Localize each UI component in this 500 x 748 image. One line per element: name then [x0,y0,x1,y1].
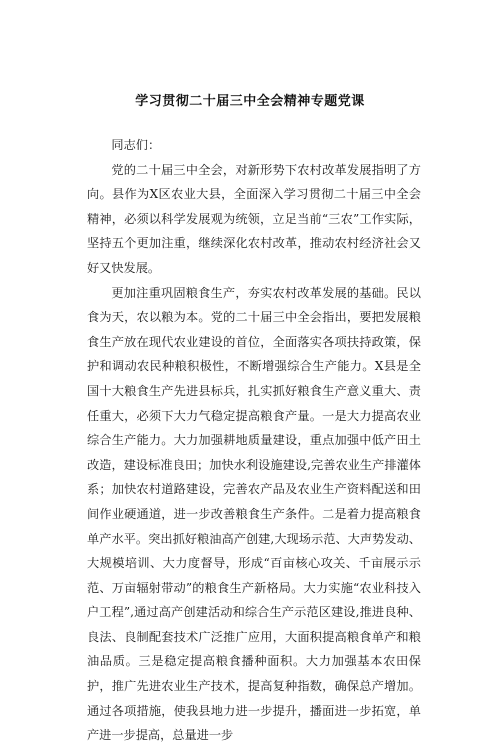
salutation: 同志们： [111,138,161,152]
paragraph-intro: 党的二十届三中全会，对新形势下农村改革发展指明了方向。县作为X区农业大县，全面深入学习贯彻二十届三中全会精神，必须以科学发展观为统领，立足当前“三农”工作实际，坚持五个更加注重，继续深化农村改革，推动农村经济社会又好又快发展。 [87,162,421,275]
document-title: 学习贯彻二十届三中全会精神专题党课 [135,94,365,109]
paragraph-grain-production: 更加注重巩固粮食生产，夯实农村改革发展的基础。民以食为天，农以粮为本。党的二十届三中全会指出，要把发展粮食生产放在现代农业建设的首位，全面落实各项扶持政策，保护和调动农民种粮积极性，不断增强综合生产能力。X县是全国十大粮食生产先进县标兵，扎实抓好粮食生产意义重大、责任重大，必须下大力气稳定提高粮食产量。一是大力提高农业综合生产能力。大力加强耕地质量建设，重点加强中低产田土改造，建设标准良田；加快水利设施建设,完善农业生产排灌体系；加快农村道路建设，完善农产品及农业生产资料配送和田间作业硬通道，进一步改善粮食生产条件。二是着力提高粮食单产水平。突出抓好粮油高产创建,大现场示范、大声势发动、大规模培训、大力度督导，形成“百亩核心攻关、千亩展示示范、万亩辐射带动”的粮食生产新格局。大力实施“农业科技入户工程”,通过高产创建活动和综合生产示范区建设,推进良种、良法、良制配套技术广泛推广应用，大面积提高粮食单产和粮油品质。三是稳定提高粮食播种面积。大力加强基本农田保护，推广先进农业生产技术，提高复种指数，确保总产增加。通过各项措施，使我县地力进一步提升，播面进一步拓宽，单产进一步提高，总量进一步 [87,285,421,743]
document-body [87,133,421,748]
